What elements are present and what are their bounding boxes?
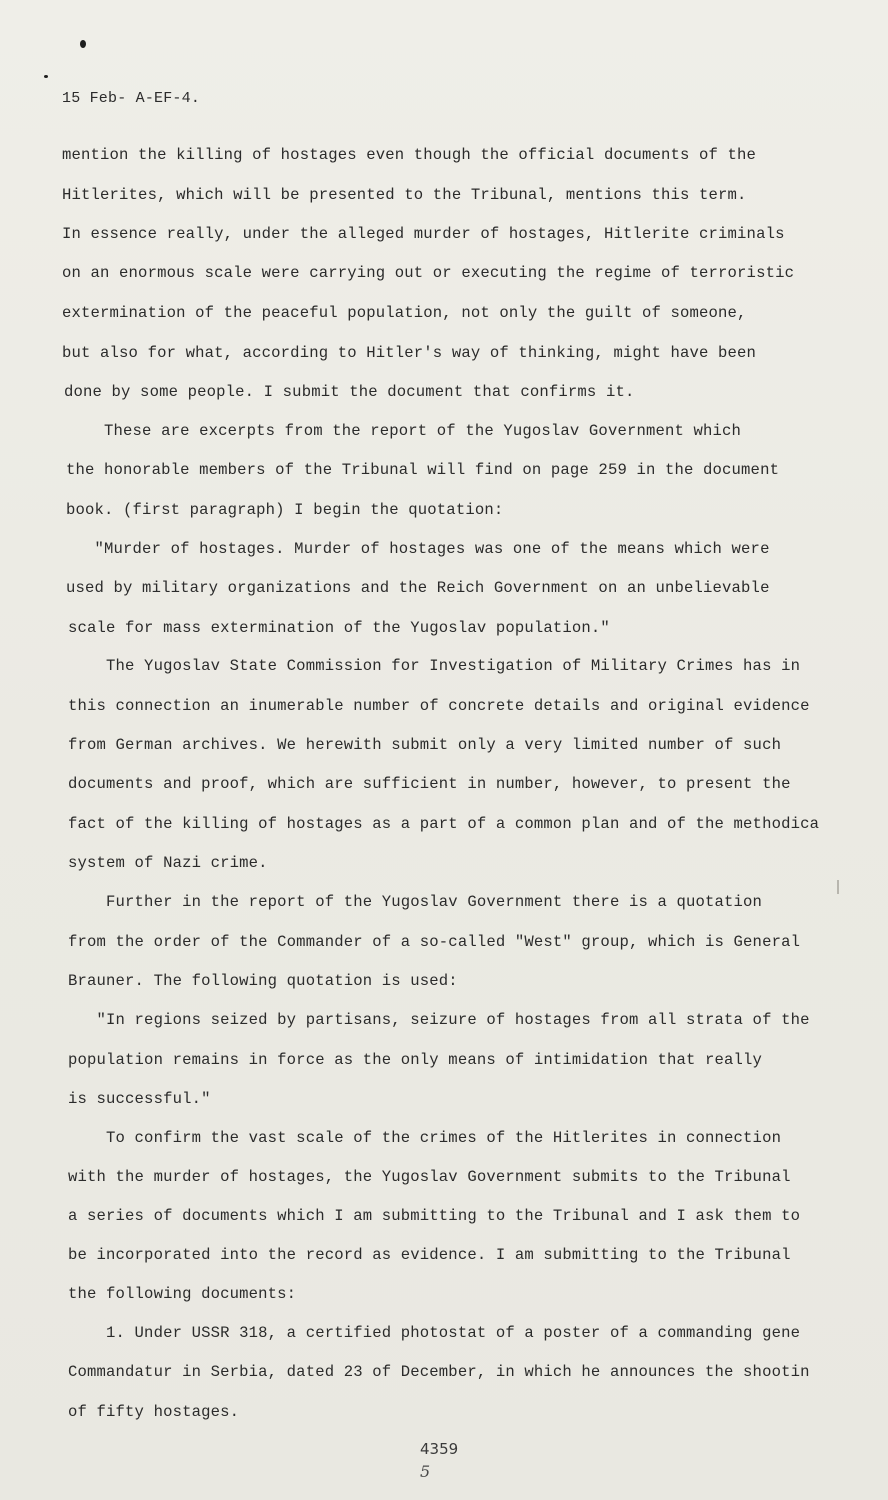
text-line: Commandatur in Serbia, dated 23 of December, in which he announces the shootin — [68, 1363, 810, 1381]
text-line: the following documents: — [68, 1285, 297, 1303]
margin-mark — [837, 880, 839, 894]
text-line: Brauner. The following quotation is used: — [68, 972, 458, 990]
text-line: Further in the report of the Yugoslav Government there is a quotation — [68, 893, 763, 911]
text-line: population remains in force as the only means of intimidation that really — [68, 1051, 763, 1069]
page-header: 15 Feb- A-EF-4. — [62, 90, 201, 107]
text-line: Hitlerites, which will be presented to the Tribunal, mentions this term. — [62, 186, 747, 204]
text-line: fact of the killing of hostages as a part of a common plan and of the methodica — [68, 815, 820, 833]
text-line: with the murder of hostages, the Yugoslav Government submits to the Tribunal — [68, 1168, 791, 1186]
ink-speck — [44, 75, 48, 78]
folio-number: 4359 — [420, 1440, 459, 1458]
ink-speck — [80, 40, 86, 48]
text-line: used by military organizations and the Reich Government on an unbelievable — [66, 579, 770, 597]
text-line: on an enormous scale were carrying out or executing the regime of terroristic — [62, 264, 795, 282]
text-line: from German archives. We herewith submit only a very limited number of such — [68, 736, 782, 754]
text-line: a series of documents which I am submitting to the Tribunal and I ask them to — [68, 1207, 801, 1225]
text-line: To confirm the vast scale of the crimes of the Hitlerites in connection — [68, 1129, 782, 1147]
text-line: book. (first paragraph) I begin the quotation: — [66, 501, 504, 519]
text-line: be incorporated into the record as evidence. I am submitting to the Tribunal — [68, 1246, 791, 1264]
text-line: the honorable members of the Tribunal will find on page 259 in the document — [66, 461, 780, 479]
text-line: scale for mass extermination of the Yugoslav population." — [68, 619, 610, 637]
text-line: is successful." — [68, 1090, 211, 1108]
handwritten-page-number: 5 — [420, 1462, 431, 1481]
text-line: but also for what, according to Hitler's way of thinking, might have been — [62, 344, 757, 362]
text-line: 1. Under USSR 318, a certified photostat of a poster of a commanding gene — [68, 1324, 801, 1342]
text-line: of fifty hostages. — [68, 1403, 240, 1421]
text-line: mention the killing of hostages even though the official documents of the — [62, 146, 757, 164]
text-line: In essence really, under the alleged murder of hostages, Hitlerite criminals — [62, 225, 785, 243]
text-line: done by some people. I submit the document that confirms it. — [64, 383, 635, 401]
text-line: system of Nazi crime. — [68, 854, 268, 872]
text-line: extermination of the peaceful population, not only the guilt of someone, — [62, 304, 747, 322]
text-line: from the order of the Commander of a so-called "West" group, which is General — [68, 933, 801, 951]
text-line: "Murder of hostages. Murder of hostages was one of the means which were — [66, 540, 770, 558]
text-line: documents and proof, which are sufficient in number, however, to present the — [68, 775, 791, 793]
text-line: "In regions seized by partisans, seizure of hostages from all strata of the — [68, 1011, 810, 1029]
text-line: The Yugoslav State Commission for Investigation of Military Crimes has in — [68, 657, 801, 675]
text-line: These are excerpts from the report of the Yugoslav Government which — [66, 422, 742, 440]
text-line: this connection an inumerable number of concrete details and original evidence — [68, 697, 810, 715]
